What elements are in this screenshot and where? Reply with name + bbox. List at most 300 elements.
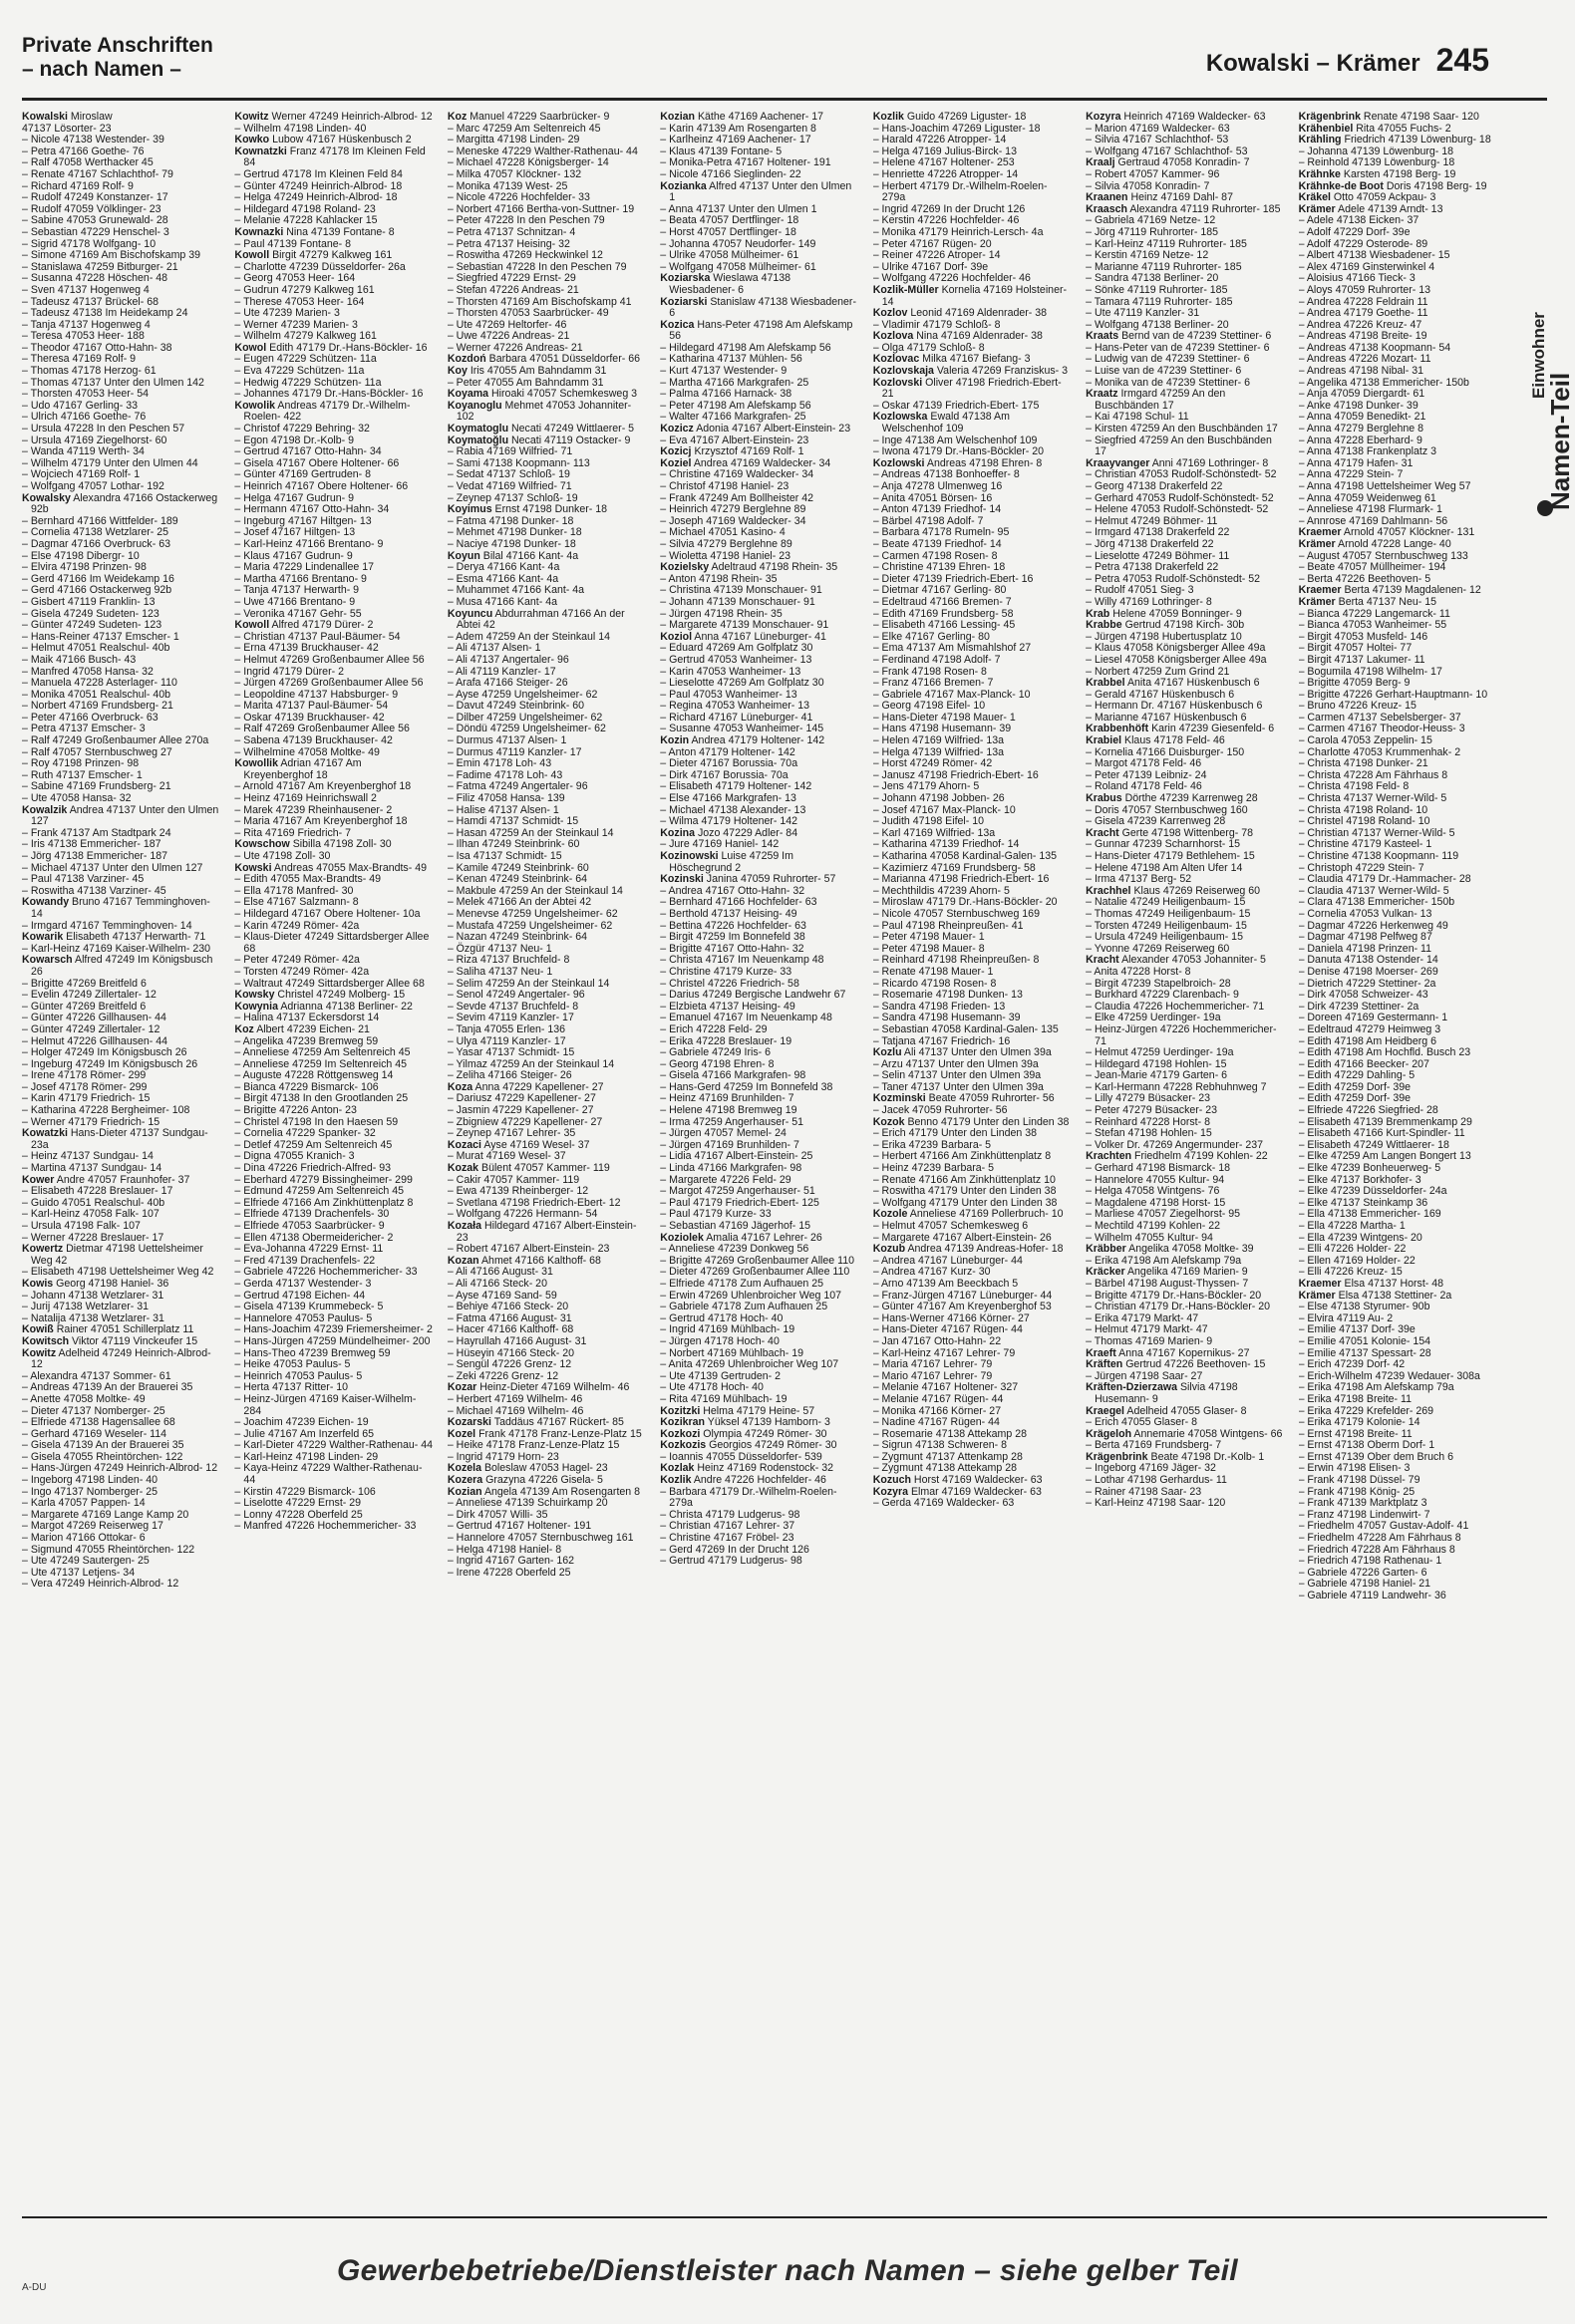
entry-detail: – Uwe 47166 Brentano- 9 bbox=[234, 595, 356, 608]
surname: Koyama bbox=[447, 388, 489, 401]
entry-detail: – Silvia 47058 Konradin- 7 bbox=[1086, 179, 1210, 192]
entry-detail: – Evelin 47249 Zillertaler- 12 bbox=[22, 989, 157, 1002]
entry-detail: – Jan 47167 Otto-Hahn- 22 bbox=[872, 1334, 1002, 1347]
surname: Kozub bbox=[872, 1243, 906, 1256]
entry-detail: – Jürgen 47057 Memel- 24 bbox=[660, 1127, 787, 1140]
entry-detail: – Erika 47198 Am Alefskamp 79a bbox=[1298, 1381, 1454, 1394]
entry-detail: – Wolfgang 47179 Unter den Linden 38 bbox=[872, 1196, 1058, 1209]
entry-detail: – Sebastian 47058 Kardinal-Galen- 135 bbox=[872, 1022, 1059, 1035]
entry-detail: – Zeynep 47137 Schloß- 19 bbox=[447, 491, 578, 504]
entry-detail: Berta 47139 Magdalenen- 12 bbox=[1344, 584, 1481, 597]
entry-detail: – Edith 47259 Dorf- 39e bbox=[1298, 1092, 1412, 1105]
surname: Kozlowski bbox=[872, 456, 925, 469]
entry-detail: – Gerhard 47169 Weseler- 114 bbox=[22, 1427, 167, 1440]
entry-detail: – Bianca 47053 Wanheimer- 55 bbox=[1298, 619, 1447, 632]
entry-detail: – Margarete 47139 Monschauer- 91 bbox=[660, 619, 829, 632]
entry-detail: – Lieselotte 47269 Am Golfplatz 30 bbox=[660, 677, 824, 690]
entry-detail: – Wolfgang 47057 Lothar- 192 bbox=[22, 480, 164, 492]
entry-detail: – Peter 47279 Büsacker- 23 bbox=[1086, 1104, 1218, 1117]
entry-detail: Sibilla 47198 Zoll- 30 bbox=[292, 838, 392, 851]
entry-detail: – Ute 47139 Gertruden- 2 bbox=[660, 1369, 782, 1382]
entry-detail: – Ella 47138 Emmericher- 169 bbox=[1298, 1208, 1441, 1221]
entry-detail: – Eva 47167 Albert-Einstein- 23 bbox=[660, 434, 809, 446]
entry-detail: – Johann 47138 Wetzlarer- 31 bbox=[22, 1289, 164, 1302]
surname: Kraegel bbox=[1086, 1404, 1125, 1417]
entry-detail: – Tanja 47055 Erlen- 136 bbox=[447, 1022, 566, 1035]
entry-detail: – Fred 47139 Drachenfels- 22 bbox=[234, 1254, 376, 1267]
entry-detail: – Ayse 47169 Sand- 59 bbox=[447, 1289, 557, 1302]
entry-detail: – Andrea 47167 Lüneburger- 44 bbox=[872, 1254, 1023, 1267]
entry-detail: – Barbara 47179 Dr.-Wilhelm-Roelen- 279a bbox=[660, 1485, 837, 1510]
entry-detail: Christel 47249 Molberg- 15 bbox=[277, 989, 406, 1002]
surname: Kozinski bbox=[660, 873, 704, 886]
entry-detail: – Sebastian 47228 In den Peschen 79 bbox=[447, 260, 627, 273]
entry-detail: Andrea 47137 Unter den Ulmen 127 bbox=[31, 803, 219, 828]
entry-detail: – Karl 47169 Wilfried- 13a bbox=[872, 826, 996, 839]
entry-detail: – Fatma 47198 Dunker- 18 bbox=[447, 514, 574, 527]
entry-detail: – Thomas 47178 Herzog- 61 bbox=[22, 365, 157, 378]
surname: Kräften-Dzierzawa bbox=[1086, 1381, 1177, 1394]
entry-detail: Anneliese 47169 Pollerbruch- 10 bbox=[909, 1208, 1064, 1221]
entry-detail: Beate 47198 Dr.-Kolb- 1 bbox=[1150, 1450, 1265, 1463]
entry-detail: – Kamile 47249 Steinbrink- 60 bbox=[447, 861, 589, 874]
surname: Kower bbox=[22, 1173, 55, 1186]
entry-detail: – Gudrun 47279 Kalkweg 161 bbox=[234, 283, 375, 296]
entry-detail: – Anita 47269 Uhlenbroicher Weg 107 bbox=[660, 1358, 839, 1371]
surname: Kozitzki bbox=[660, 1404, 701, 1417]
entry-detail: – Birgit 47137 Lakumer- 11 bbox=[1298, 653, 1425, 666]
entry-detail: – Jürgen 47269 Großenbaumer Allee 56 bbox=[234, 677, 424, 690]
entry-detail: Hildegard 47167 Albert-Einstein- 23 bbox=[456, 1220, 637, 1244]
entry-detail: – Frank 47198 Düssel- 79 bbox=[1298, 1474, 1420, 1487]
surname: Kozlowska bbox=[872, 411, 928, 424]
entry-detail: – Petra 47137 Emscher- 3 bbox=[22, 723, 146, 735]
entry-detail: – Roswitha 47138 Varziner- 45 bbox=[22, 884, 166, 897]
entry-detail: – Karlheinz 47169 Aachener- 17 bbox=[660, 134, 811, 146]
entry-detail: – Judith 47198 Eifel- 10 bbox=[872, 815, 985, 828]
entry-detail: – Lilly 47279 Büsacker- 23 bbox=[1086, 1092, 1210, 1105]
entry-detail: – Ilhan 47249 Steinbrink- 60 bbox=[447, 838, 580, 851]
entry-detail: – Gabriele 47249 Iris- 6 bbox=[660, 1046, 771, 1059]
surname: Kozuch bbox=[872, 1474, 911, 1487]
entry-detail: – Klaus 47139 Fontane- 5 bbox=[660, 145, 783, 157]
entry-detail: – Denise 47198 Moerser- 269 bbox=[1298, 965, 1438, 978]
entry-detail: – Hans-Werner 47166 Körner- 27 bbox=[872, 1311, 1030, 1324]
entry-detail: – Alexandra 47137 Sommer- 61 bbox=[22, 1369, 171, 1382]
entry-detail: – Wojciech 47169 Rolf- 1 bbox=[22, 468, 141, 481]
entry-detail: – Elvira 47119 Au- 2 bbox=[1298, 1311, 1394, 1324]
entry-detail: 47137 Lösorter- 23 bbox=[22, 122, 112, 135]
entry-detail: – Gabriela 47169 Netze- 12 bbox=[1086, 214, 1216, 227]
surname: Koziel bbox=[660, 456, 692, 469]
entry-detail: – Ellen 47138 Obermeidericher- 2 bbox=[234, 1231, 394, 1244]
entry-detail: – Susanne 47053 Wanheimer- 145 bbox=[660, 723, 824, 735]
entry-detail: – Rita 47169 Mühlbach- 19 bbox=[660, 1392, 788, 1405]
entry-detail: – Jure 47169 Haniel- 142 bbox=[660, 838, 780, 851]
entry-detail: Elmar 47169 Waldecker- 63 bbox=[910, 1485, 1042, 1498]
entry-detail: – Dirk 47057 Willi- 35 bbox=[447, 1508, 548, 1521]
entry-detail: – Brigitte 47059 Berg- 9 bbox=[1298, 677, 1411, 690]
entry-detail: – Mehmet 47198 Dunker- 18 bbox=[447, 526, 582, 539]
entry-detail: – Marliese 47057 Ziegelhorst- 95 bbox=[1086, 1208, 1241, 1221]
entry-detail: – Silvia 47279 Berglehne 89 bbox=[660, 537, 792, 550]
entry-detail: – Hans-Reiner 47137 Emscher- 1 bbox=[22, 630, 179, 643]
entry-detail: – Thorsten 47169 Am Bischofskamp 41 bbox=[447, 295, 632, 308]
entry-detail: – Zeki 47226 Grenz- 12 bbox=[447, 1369, 559, 1382]
entry-detail: – Rita 47169 Friedrich- 7 bbox=[234, 826, 352, 839]
entry-detail: – Uwe 47226 Andreas- 21 bbox=[447, 330, 570, 343]
entry-detail: Adrianna 47138 Berliner- 22 bbox=[280, 1000, 413, 1013]
entry-detail: – Franz 47198 Lindenwirt- 7 bbox=[1298, 1508, 1430, 1521]
entry-detail: Anna 47167 Kopernikus- 27 bbox=[1118, 1346, 1250, 1359]
entry-detail: Annemarie 47058 Wintgens- 66 bbox=[1133, 1427, 1283, 1440]
entry-detail: – Margitta 47198 Linden- 29 bbox=[447, 134, 580, 146]
entry-detail: – Anna 47198 Uettelsheimer Weg 57 bbox=[1298, 480, 1471, 492]
entry-detail: – Sandra 47138 Berliner- 20 bbox=[1086, 272, 1219, 285]
entry-detail: Valeria 47269 Franziskus- 3 bbox=[936, 365, 1069, 378]
entry-detail: – Irene 47178 Römer- 299 bbox=[22, 1069, 147, 1082]
surname: Kraemer bbox=[1298, 584, 1342, 597]
entry-detail: – Hildegard 47198 Am Alefskamp 56 bbox=[660, 341, 831, 354]
surname: Kozkozis bbox=[660, 1439, 707, 1452]
entry-detail: – Dieter 47269 Großenbaumer Allee 110 bbox=[660, 1266, 850, 1279]
surname: Kozar bbox=[447, 1381, 477, 1394]
entry-detail: – Tanja 47137 Herwarth- 9 bbox=[234, 584, 360, 597]
entry-detail: – Peter 47139 Leibniz- 24 bbox=[1086, 768, 1207, 781]
entry-detail: – Mechtild 47199 Kohlen- 22 bbox=[1086, 1220, 1221, 1232]
entry-detail: – Helene 47053 Rudolf-Schönstedt- 52 bbox=[1086, 503, 1269, 516]
entry-detail: – Emilie 47137 Spessart- 28 bbox=[1298, 1346, 1431, 1359]
entry-detail: – Martha 47166 Markgrafen- 25 bbox=[660, 376, 809, 389]
surname: Krähling bbox=[1298, 134, 1342, 146]
surname: Kraasch bbox=[1086, 202, 1127, 215]
entry-detail: Bülent 47057 Kammer- 119 bbox=[481, 1162, 610, 1175]
surname: Koyimus bbox=[447, 503, 492, 516]
entry-detail: – Kai 47198 Schul- 11 bbox=[1086, 411, 1189, 424]
entry-detail: Alfred 47179 Dürer- 2 bbox=[271, 619, 374, 632]
entry-detail: – Melanie 47228 Kahlacker 15 bbox=[234, 214, 378, 227]
entry-detail: – Horst 47057 Dertflinger- 18 bbox=[660, 225, 796, 238]
entry-detail: – Senol 47249 Angertaler- 96 bbox=[447, 989, 585, 1002]
entry-detail: – Friedhelm 47228 Am Fährhaus 8 bbox=[1298, 1532, 1461, 1545]
entry-detail: – Emilie 47137 Dorf- 39e bbox=[1298, 1323, 1416, 1336]
directory-entry bbox=[1086, 1382, 1284, 1405]
entry-detail: – Helga 47167 Gudrun- 9 bbox=[234, 491, 354, 504]
entry-detail: – Beate 47057 Müllheimer- 194 bbox=[1298, 561, 1446, 574]
entry-detail: – Arzu 47137 Unter den Ulmen 39a bbox=[872, 1057, 1039, 1070]
entry-detail: – Heinz 47239 Barbara- 5 bbox=[872, 1162, 995, 1175]
entry-detail: – Gertrud 47178 Im Kleinen Feld 84 bbox=[234, 167, 403, 180]
entry-detail: Anita 47167 Hüskenbusch 6 bbox=[1126, 677, 1260, 690]
entry-detail: – Bernhard 47166 Hochfelder- 63 bbox=[660, 896, 817, 909]
entry-detail: – Hedwig 47229 Schützen- 11a bbox=[234, 376, 382, 389]
entry-detail: Arnold 47057 Klöckner- 131 bbox=[1343, 526, 1475, 539]
entry-detail: – Jacek 47059 Ruhrorter- 56 bbox=[872, 1104, 1008, 1117]
entry-detail: Silvia 47198 Husemann- 9 bbox=[1095, 1381, 1238, 1405]
entry-detail: – Christian 47179 Dr.-Hans-Böckler- 20 bbox=[1086, 1301, 1271, 1313]
entry-detail: – Kirstin 47229 Bismarck- 106 bbox=[234, 1485, 376, 1498]
entry-detail: – Dietmar 47167 Gerling- 80 bbox=[872, 584, 1007, 597]
entry-detail: – Hüseyin 47166 Steck- 20 bbox=[447, 1346, 575, 1359]
entry-detail: Adele 47139 Arndt- 13 bbox=[1338, 202, 1443, 215]
entry-detail: – Peter 47198 Am Alefskamp 56 bbox=[660, 399, 811, 412]
entry-detail: – Walter 47166 Markgrafen- 25 bbox=[660, 411, 806, 424]
entry-detail: – Adolf 47229 Osterode- 89 bbox=[1298, 237, 1428, 250]
entry-detail: Gertrud 47226 Beethoven- 15 bbox=[1125, 1358, 1266, 1371]
entry-detail: – Gabriele 47198 Haniel- 21 bbox=[1298, 1578, 1431, 1591]
entry-detail: – Edeltraud 47166 Bremen- 7 bbox=[872, 595, 1012, 608]
surname: Kozała bbox=[447, 1220, 481, 1232]
entry-detail: – Klaus 47058 Königsberger Allee 49a bbox=[1086, 642, 1266, 655]
entry-detail: – Herbert 47169 Wilhelm- 46 bbox=[447, 1392, 583, 1405]
entry-detail: – Monika 47166 Körner- 27 bbox=[872, 1404, 1002, 1417]
entry-detail: – Petra 47137 Schnitzan- 4 bbox=[447, 225, 576, 238]
entry-detail: – Edith 47055 Max-Brandts- 49 bbox=[234, 873, 382, 886]
entry-detail: – Sebastian 47229 Henschel- 3 bbox=[22, 225, 169, 238]
entry-detail: – Johannes 47179 Dr.-Hans-Böckler- 16 bbox=[234, 388, 424, 401]
entry-detail: Bernd van de 47239 Stettiner- 6 bbox=[1121, 330, 1272, 343]
entry-detail: – Simone 47169 Am Bischofskamp 39 bbox=[22, 249, 201, 262]
entry-detail: – Hacer 47166 Kalthoff- 68 bbox=[447, 1323, 574, 1336]
surname: Kowski bbox=[234, 861, 272, 874]
surname: Kräkel bbox=[1298, 191, 1331, 204]
entry-detail: Friedhelm 47199 Kohlen- 22 bbox=[1134, 1150, 1268, 1163]
entry-detail: – Siegfried 47229 Ernst- 29 bbox=[447, 272, 576, 285]
entry-detail: – Sevim 47119 Kanzler- 17 bbox=[447, 1012, 574, 1024]
entry-detail: – Sabena 47139 Bruckhauser- 42 bbox=[234, 734, 393, 747]
entry-detail: – Ute 47239 Marien- 3 bbox=[234, 307, 340, 320]
entry-detail: – Zeliha 47166 Steiger- 26 bbox=[447, 1069, 572, 1082]
directory-entry bbox=[873, 285, 1072, 308]
entry-detail: – Else 47166 Markgrafen- 13 bbox=[660, 792, 796, 805]
directory-entry bbox=[873, 412, 1072, 435]
entry-detail: – Isa 47137 Schmidt- 15 bbox=[447, 850, 562, 862]
entry-detail: – Aloisius 47166 Tieck- 3 bbox=[1298, 272, 1416, 285]
entry-detail: – Heike 47053 Paulus- 5 bbox=[234, 1358, 351, 1371]
entry-detail: – Brigitte 47269 Breitfeld 6 bbox=[22, 977, 147, 990]
entry-detail: – Murat 47169 Wesel- 37 bbox=[447, 1150, 566, 1163]
surname: Kozarski bbox=[447, 1416, 492, 1429]
entry-detail: – Helga 47058 Wintgens- 76 bbox=[1086, 1185, 1220, 1198]
directory-entry bbox=[660, 1487, 858, 1510]
entry-detail: – Hans-Theo 47239 Bremweg 59 bbox=[234, 1346, 391, 1359]
entry-detail: Beate 47059 Ruhrorter- 56 bbox=[928, 1092, 1055, 1105]
entry-detail: – Michael 47051 Kasino- 4 bbox=[660, 526, 786, 539]
entry-detail: – Monika 47051 Realschul- 40b bbox=[22, 688, 170, 701]
entry-detail: Heinz 47169 Dahl- 87 bbox=[1130, 191, 1233, 204]
entry-detail: – Christel 47226 Friedrich- 58 bbox=[660, 977, 799, 990]
entry-detail: – Manfred 47058 Hansa- 32 bbox=[22, 665, 154, 678]
entry-detail: Alexander 47053 Johanniter- 5 bbox=[1121, 954, 1266, 967]
entry-detail: – Ingrid 47179 Horn- 23 bbox=[447, 1450, 559, 1463]
entry-detail: – Nicole 47226 Hochfelder- 33 bbox=[447, 191, 590, 204]
entry-detail: – Jens 47179 Ahorn- 5 bbox=[872, 780, 980, 793]
entry-detail: – Karl-Heinz 47198 Linden- 29 bbox=[234, 1450, 379, 1463]
entry-detail: – Durmus 47137 Alsen- 1 bbox=[447, 734, 567, 747]
surname: Kozicj bbox=[660, 445, 692, 458]
entry-detail: – Emin 47178 Loh- 43 bbox=[447, 757, 552, 770]
entry-detail: – Elke 47167 Gerling- 80 bbox=[872, 630, 990, 643]
entry-detail: – Ursula 47249 Heiligenbaum- 15 bbox=[1086, 931, 1243, 944]
entry-detail: – Beata 47057 Dertflinger- 18 bbox=[660, 214, 799, 227]
entry-detail: – Emanuel 47167 Im Neuenkamp 48 bbox=[660, 1012, 832, 1024]
entry-detail: – Wolfgang 47138 Berliner- 20 bbox=[1086, 318, 1229, 331]
entry-detail: – Fadime 47178 Loh- 43 bbox=[447, 768, 563, 781]
entry-detail: – Franz-Jürgen 47167 Lüneburger- 44 bbox=[872, 1289, 1053, 1302]
entry-detail: – Elli 47226 Kreuz- 15 bbox=[1298, 1266, 1403, 1279]
entry-detail: – Birgit 47239 Stapelbroich- 28 bbox=[1086, 977, 1231, 990]
entry-detail: – Halina 47137 Eckersdorst 14 bbox=[234, 1012, 380, 1024]
entry-detail: – Josef 47167 Hiltgen- 13 bbox=[234, 526, 356, 539]
entry-detail: Ali 47137 Unter den Ulmen 39a bbox=[903, 1046, 1052, 1059]
entry-detail: – Anna 47228 Eberhard- 9 bbox=[1298, 434, 1422, 446]
surname: Kozok bbox=[872, 1115, 905, 1128]
directory-entry bbox=[234, 401, 433, 424]
entry-detail: Heinz 47169 Rodenstock- 32 bbox=[697, 1462, 834, 1475]
entry-detail: – Tadeusz 47138 Im Heidekamp 24 bbox=[22, 307, 188, 320]
footer-rule bbox=[22, 2216, 1547, 2218]
entry-detail: – Edith 47198 Am Heidberg 6 bbox=[1298, 1034, 1436, 1047]
entry-detail: – Adele 47138 Eicken- 37 bbox=[1298, 214, 1419, 227]
entry-detail: Kornelia 47169 Holsteiner- 14 bbox=[881, 283, 1068, 308]
entry-detail: – Eugen 47229 Schützen- 11a bbox=[234, 353, 377, 366]
entry-detail: – Jörg 47119 Ruhrorter- 185 bbox=[1086, 225, 1219, 238]
entry-detail: – Peter 47198 Mauer- 8 bbox=[872, 942, 985, 955]
entry-detail: – Werner 47239 Marien- 3 bbox=[234, 318, 358, 331]
entry-detail: – Elfriede 47138 Hagensallee 68 bbox=[22, 1416, 175, 1429]
entry-detail: – Petra 47137 Heising- 32 bbox=[447, 237, 570, 250]
entry-detail: – Edeltraud 47279 Heimweg 3 bbox=[1298, 1022, 1441, 1035]
entry-detail: – Ingeburg 47249 Im Königsbusch 26 bbox=[22, 1057, 198, 1070]
entry-detail: – Peter 47166 Overbruck- 63 bbox=[22, 711, 158, 724]
entry-detail: – Sigmund 47055 Rheintörchen- 122 bbox=[22, 1543, 195, 1556]
surname: Kraalj bbox=[1086, 156, 1115, 169]
entry-detail: – Sandra 47198 Husemann- 39 bbox=[872, 1012, 1021, 1024]
entry-detail: Andrea 47139 Andreas-Hofer- 18 bbox=[907, 1243, 1064, 1256]
entry-detail: – Ayse 47259 Ungelsheimer- 62 bbox=[447, 688, 598, 701]
entry-detail: – Marianna 47198 Friedrich-Ebert- 16 bbox=[872, 873, 1050, 886]
entry-detail: Birgit 47279 Kalkweg 161 bbox=[272, 249, 393, 262]
entry-detail: – Lonny 47228 Oberfeld 25 bbox=[234, 1508, 363, 1521]
entry-detail: – Klaus 47167 Gudrun- 9 bbox=[234, 549, 353, 562]
entry-detail: – Wioletta 47198 Haniel- 23 bbox=[660, 549, 791, 562]
entry-detail: – Anita 47228 Horst- 8 bbox=[1086, 965, 1191, 978]
entry-detail: – Erich 47239 Dorf- 42 bbox=[1298, 1358, 1406, 1371]
entry-detail: – Heinrich 47053 Paulus- 5 bbox=[234, 1369, 363, 1382]
surname: Koziarska bbox=[660, 272, 711, 285]
entry-detail: – Holger 47249 Im Königsbusch 26 bbox=[22, 1046, 187, 1059]
entry-detail: – Thomas 47249 Heiligenbaum- 15 bbox=[1086, 907, 1251, 920]
entry-detail: – Dirk 47058 Schweizer- 43 bbox=[1298, 989, 1428, 1002]
entry-detail: – Ursula 47228 In den Peschen 57 bbox=[22, 423, 185, 436]
surname: Kracht bbox=[1086, 954, 1119, 967]
entry-detail: – Digna 47055 Kranich- 3 bbox=[234, 1150, 355, 1163]
entry-detail: – Karin 47249 Römer- 42a bbox=[234, 919, 360, 932]
entry-detail: Hiroaki 47057 Schemkesweg 3 bbox=[491, 388, 638, 401]
entry-detail: – Roland 47178 Feld- 46 bbox=[1086, 780, 1202, 793]
entry-detail: Klaus 47269 Reiserweg 60 bbox=[1133, 884, 1261, 897]
page-code: A-DU bbox=[22, 2282, 47, 2293]
surname: Kownatzki bbox=[234, 145, 287, 157]
entry-detail: – Christine 47179 Kasteel- 1 bbox=[1298, 838, 1432, 851]
entry-detail: Angelika 47058 Moltke- 39 bbox=[1128, 1243, 1254, 1256]
entry-detail: – Petra 47166 Goethe- 76 bbox=[22, 145, 145, 157]
entry-detail: – Anna 47179 Hafen- 31 bbox=[1298, 456, 1414, 469]
directory-columns bbox=[22, 112, 1497, 2210]
entry-detail: Elsa 47137 Horst- 48 bbox=[1344, 1277, 1444, 1290]
entry-detail: – Albert 47138 Wiesbadener- 15 bbox=[1298, 249, 1450, 262]
entry-detail: – Stanislawa 47259 Bitburger- 21 bbox=[22, 260, 178, 273]
entry-detail: – Udo 47167 Gerling- 33 bbox=[22, 399, 139, 412]
surname: Kozela bbox=[447, 1462, 481, 1475]
directory-entry bbox=[448, 401, 646, 424]
entry-detail: – Gerd 47269 In der Drucht 126 bbox=[660, 1543, 809, 1556]
entry-detail: – Bogumila 47198 Wilhelm- 17 bbox=[1298, 665, 1442, 678]
directory-entry bbox=[1086, 1024, 1284, 1047]
entry-detail: – Berta 47226 Beethoven- 5 bbox=[1298, 572, 1431, 585]
entry-detail: – Erika 47228 Breslauer- 19 bbox=[660, 1034, 792, 1047]
surname: Kraanen bbox=[1086, 191, 1128, 204]
entry-detail: – Anna 47059 Weidenweg 61 bbox=[1298, 491, 1436, 504]
surname: Krabbe bbox=[1086, 619, 1122, 632]
surname: Kraatz bbox=[1086, 388, 1118, 401]
entry-detail: – Marc 47259 Am Seltenreich 45 bbox=[447, 122, 601, 135]
entry-detail: – Roy 47198 Prinzen- 98 bbox=[22, 757, 140, 770]
entry-detail: Necati 47119 Ostacker- 9 bbox=[511, 434, 631, 446]
entry-detail: – Elke 47259 Am Langen Bongert 13 bbox=[1298, 1150, 1471, 1163]
entry-detail: – Ralf 47249 Großenbaumer Allee 270a bbox=[22, 734, 209, 747]
entry-detail: – Inge 47138 Am Welschenhof 109 bbox=[872, 434, 1038, 446]
entry-detail: – Michael 47137 Unter den Ulmen 127 bbox=[22, 861, 203, 874]
entry-detail: Irmgard 47259 An den Buschbänden 17 bbox=[1095, 388, 1226, 412]
side-tab-label-small: Einwohner bbox=[1529, 312, 1548, 399]
entry-detail: Klaus 47178 Feld- 46 bbox=[1124, 734, 1225, 747]
entry-detail: – Jürgen 47169 Brunhilden- 7 bbox=[660, 1138, 799, 1151]
entry-detail: – Johann 47198 Jobben- 26 bbox=[872, 792, 1005, 805]
entry-detail: – Rainer 47198 Saar- 23 bbox=[1086, 1485, 1202, 1498]
entry-detail: – Erika 47179 Kolonie- 14 bbox=[1298, 1416, 1420, 1429]
entry-detail: – Reinhard 47228 Horst- 8 bbox=[1086, 1115, 1210, 1128]
entry-detail: – Manuela 47228 Asterlager- 110 bbox=[22, 677, 177, 690]
entry-detail: – Georg 47198 Ehren- 8 bbox=[660, 1057, 775, 1070]
entry-detail: – Liselotte 47229 Ernst- 29 bbox=[234, 1497, 362, 1510]
entry-detail: – Fatma 47166 August- 31 bbox=[447, 1311, 572, 1324]
entry-detail: – Helmut 47226 Gillhausen- 44 bbox=[22, 1034, 168, 1047]
entry-detail: – Paul 47139 Fontane- 8 bbox=[234, 237, 352, 250]
entry-detail: Friedrich 47139 Löwenburg- 18 bbox=[1344, 134, 1491, 146]
entry-detail: – Bärbel 47198 August-Thyssen- 7 bbox=[1086, 1277, 1249, 1290]
entry-detail: – Willy 47169 Lothringer- 8 bbox=[1086, 595, 1212, 608]
entry-detail: – Torsten 47249 Heiligenbaum- 15 bbox=[1086, 919, 1247, 932]
entry-detail: Heinz-Dieter 47169 Wilhelm- 46 bbox=[479, 1381, 630, 1394]
entry-detail: – Gunnar 47239 Scharnhorst- 15 bbox=[1086, 838, 1241, 851]
surname: Krämer bbox=[1298, 595, 1336, 608]
entry-detail: – Katharina 47058 Kardinal-Galen- 135 bbox=[872, 850, 1058, 862]
entry-detail: – Elisabeth 47139 Bremmenkamp 29 bbox=[1298, 1115, 1472, 1128]
entry-detail: – Peter 47167 Rügen- 20 bbox=[872, 237, 992, 250]
entry-detail: – Hasan 47259 An der Steinkaul 14 bbox=[447, 826, 614, 839]
entry-detail: – Frank 47139 Marktplatz 3 bbox=[1298, 1497, 1427, 1510]
directory-entry bbox=[22, 897, 220, 920]
entry-detail: – Ute 47269 Heltorfer- 46 bbox=[447, 318, 567, 331]
entry-detail: – Marek 47239 Rheinhausener- 2 bbox=[234, 803, 393, 816]
entry-detail: Bilal 47166 Kant- 4a bbox=[482, 549, 579, 562]
entry-detail: – Andreas 47198 Nibal- 31 bbox=[1298, 365, 1424, 378]
entry-detail: – Marianne 47119 Ruhrorter- 185 bbox=[1086, 260, 1242, 273]
entry-detail: – Gabriele 47226 Hochemmericher- 33 bbox=[234, 1266, 418, 1279]
entry-detail: – Helga 47139 Wilfried- 13a bbox=[872, 745, 1005, 758]
directory-entry bbox=[22, 1579, 220, 1591]
